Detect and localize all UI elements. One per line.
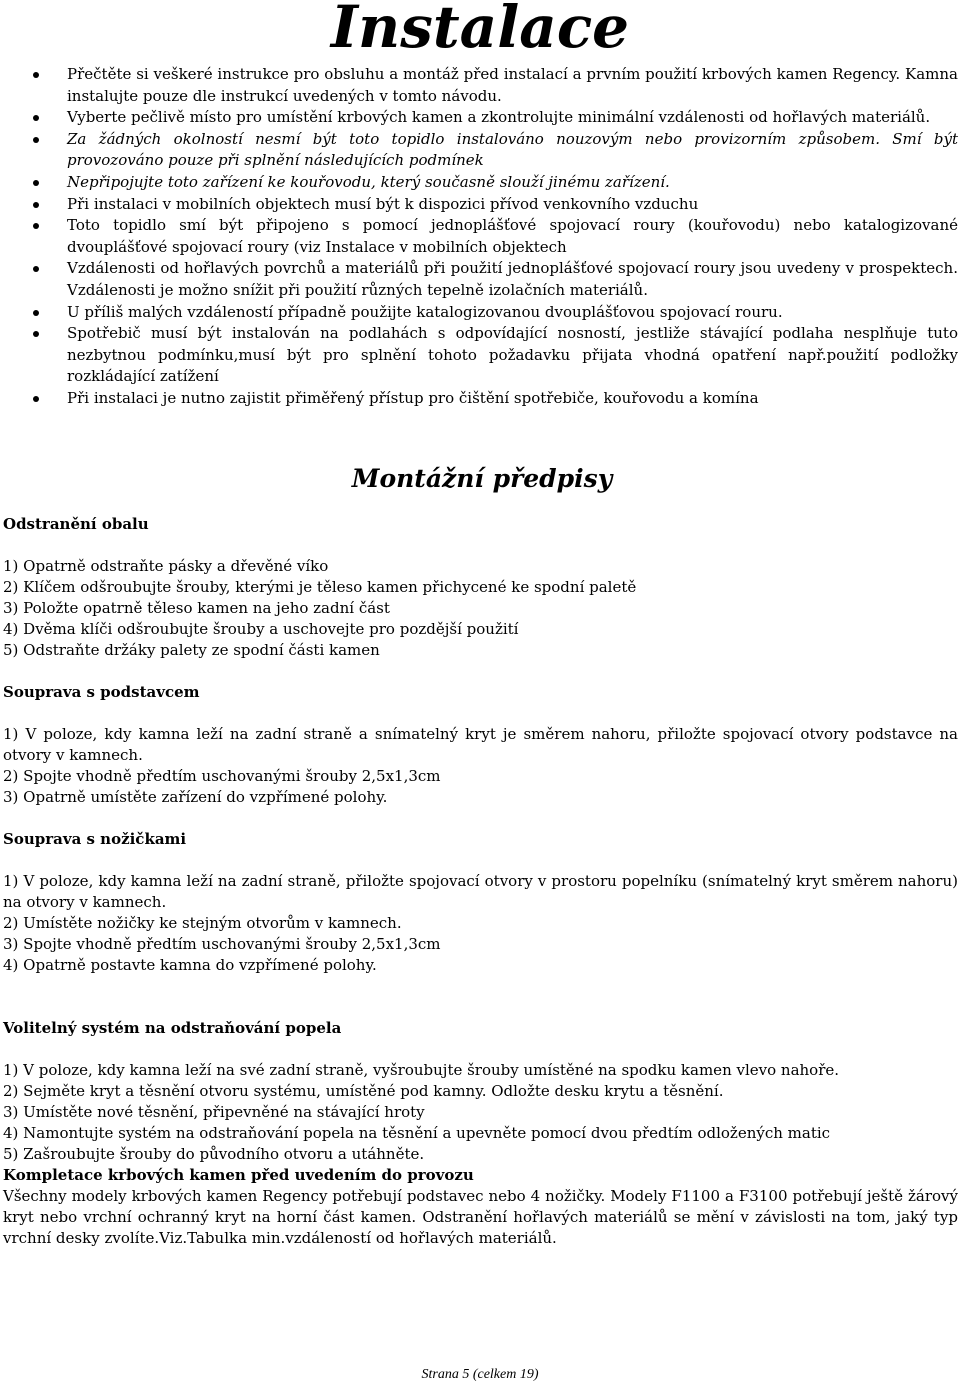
bullet-item: Toto topidlo smí být připojeno s pomocí jednoplášťové spojovací roury (kouřovodu) nebo katalogizované dvouplášťové spojovací roury (viz Instalace v mobilních objektech: [0, 215, 958, 258]
step-item: 3) Spojte vhodně předtím uschovanými šrouby 2,5x1,3cm: [3, 935, 441, 953]
bullet-item: Přečtěte si veškeré instrukce pro obsluhu a montáž před instalací a prvním použití krbových kamen Regency. Kamna instalujte pouze dle instrukcí uvedených v tomto návodu.: [0, 64, 958, 107]
step-item: 3) Umístěte nové těsnění, připevněné na stávající hroty: [3, 1103, 425, 1121]
section-heading-ash-system: Volitelný systém na odstraňování popela: [3, 1019, 342, 1037]
bullet-item: Za žádných okolností nesmí být toto topidlo instalováno nouzovým nebo provizorním způsobem. Smí být provozováno pouze při splnění následujících podmínek: [0, 129, 958, 172]
step-item: 2) Spojte vhodně předtím uschovanými šrouby 2,5x1,3cm: [3, 767, 441, 785]
bullet-icon: [33, 72, 39, 78]
bullet-icon: [33, 137, 39, 143]
step-item: 1) V poloze, kdy kamna leží na zadní straně, přiložte spojovací otvory v prostoru popelníku (snímatelný kryt směrem nahoru) na otvory v kamnech.: [3, 872, 958, 911]
step-item: 4) Opatrně postavte kamna do vzpřímené polohy.: [3, 956, 377, 974]
bullet-icon: [33, 202, 39, 208]
step-item: 4) Dvěma klíči odšroubujte šrouby a uschovejte pro pozdější použití: [3, 620, 519, 638]
step-item: 2) Umístěte nožičky ke stejným otvorům v kamnech.: [3, 914, 402, 932]
bullet-icon: [33, 266, 39, 272]
bullet-item: U příliš malých vzdáleností případně použijte katalogizovanou dvouplášťovou spojovací rouru.: [0, 302, 958, 324]
bullet-item: Nepřipojujte toto zařízení ke kouřovodu, který současně slouží jinému zařízení.: [0, 172, 958, 194]
bullet-item: Při instalaci v mobilních objektech musí být k dispozici přívod venkovního vzduchu: [0, 194, 958, 216]
section-heading-legs: Souprava s nožičkami: [3, 830, 187, 848]
step-item: 2) Klíčem odšroubujte šrouby, kterými je těleso kamen přichycené ke spodní paletě: [3, 578, 637, 596]
section-heading-assembly: Kompletace krbových kamen před uvedením do provozu: [3, 1166, 474, 1184]
assembly-paragraph: Všechny modely krbových kamen Regency potřebují podstavec nebo 4 nožičky. Modely F1100 a F3100 potřebují ještě žárový kryt nebo vrchní ochranný kryt na horní část kamen. Odstranění hořlavých materiálů se mění v závislosti na tom, jaký typ vrchní desky zvolíte.Viz.Tabulka min.vzdáleností od hořlavých materiálů.: [3, 1187, 958, 1247]
step-item: 1) V poloze, kdy kamna leží na zadní straně a snímatelný kryt je směrem nahoru, přiložte spojovací otvory podstavce na otvory v kamnech.: [3, 725, 958, 764]
bullet-item: Vyberte pečlivě místo pro umístění krbových kamen a zkontrolujte minimální vzdálenosti od hořlavých materiálů.: [0, 107, 958, 129]
page-title: Instalace: [330, 0, 630, 61]
page-number: Strana 5 (celkem 19): [421, 1367, 539, 1382]
step-item: 5) Zašroubujte šrouby do původního otvoru a utáhněte.: [3, 1145, 425, 1163]
section-heading-pedestal: Souprava s podstavcem: [3, 683, 200, 701]
installation-bullet-list: [0, 64, 960, 410]
bullet-icon: [33, 310, 39, 316]
bullet-item: Spotřebič musí být instalován na podlahách s odpovídající nosností, jestliže stávající podlaha nesplňuje tuto nezbytnou podmínku,musí být pro splnění tohoto požadavku přijata vhodná opatření např.použití podložky rozkládající zatížení: [0, 323, 958, 388]
bullet-icon: [33, 223, 39, 229]
bullet-icon: [33, 180, 39, 186]
bullet-item: Při instalaci je nutno zajistit přiměřený přístup pro čištění spotřebiče, kouřovodu a komína: [0, 388, 958, 410]
section-subtitle: Montážní předpisy: [351, 464, 613, 493]
bullet-icon: [33, 396, 39, 402]
bullet-icon: [33, 331, 39, 337]
assembly-instructions: [3, 514, 958, 1249]
step-item: 5) Odstraňte držáky palety ze spodní části kamen: [3, 641, 380, 659]
step-item: 1) Opatrně odstraňte pásky a dřevěné víko: [3, 557, 329, 575]
step-item: 1) V poloze, kdy kamna leží na své zadní straně, vyšroubujte šrouby umístěné na spodku kamen vlevo nahoře.: [3, 1061, 840, 1079]
bullet-item: Vzdálenosti od hořlavých povrchů a materiálů při použití jednoplášťové spojovací roury jsou uvedeny v prospektech. Vzdálenosti je možno snížit při použití různých tepelně izolačních materiálů.: [0, 258, 958, 301]
section-heading-unpacking: Odstranění obalu: [3, 515, 149, 533]
step-item: 4) Namontujte systém na odstraňování popela na těsnění a upevněte pomocí dvou předtím odložených matic: [3, 1124, 831, 1142]
bullet-icon: [33, 115, 39, 121]
step-item: 3) Položte opatrně těleso kamen na jeho zadní část: [3, 599, 390, 617]
step-item: 3) Opatrně umístěte zařízení do vzpřímené polohy.: [3, 788, 388, 806]
step-item: 2) Sejměte kryt a těsnění otvoru systému, umístěné pod kamny. Odložte desku krytu a těsnění.: [3, 1082, 724, 1100]
